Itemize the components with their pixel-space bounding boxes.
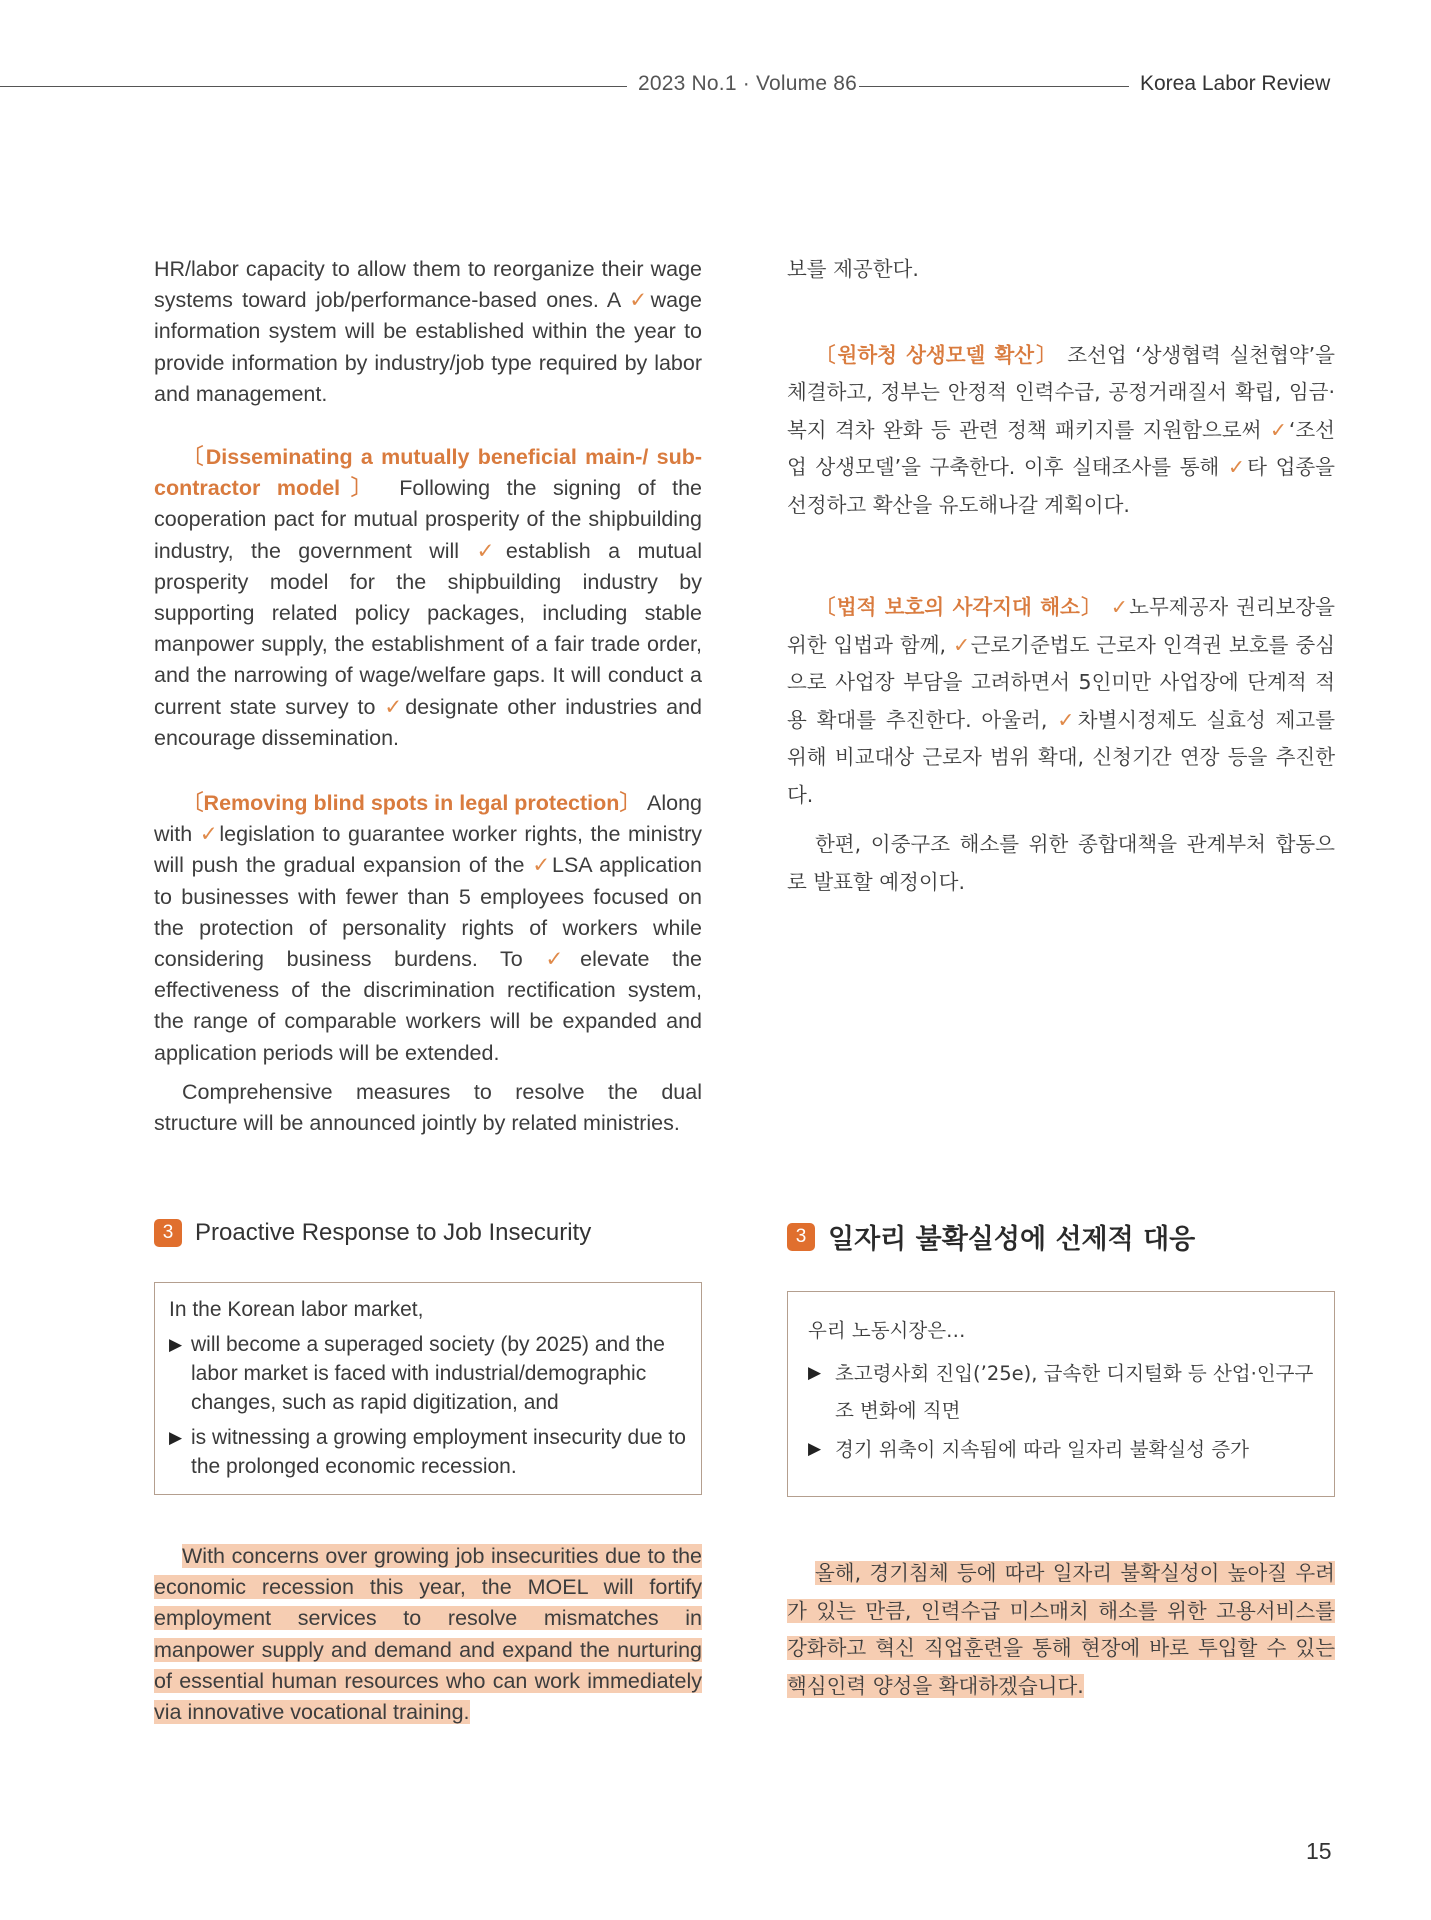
en-p2-heading: 〔Disseminating a mutually beneficial main-/ sub-contractor model〕: [154, 445, 702, 501]
ko-highlight-paragraph: [787, 1555, 1335, 1705]
en-p3-text-4: elevate the effectiveness of the discrimination rectification system, the range of comparable workers will be expanded and application periods will be extended.: [154, 947, 702, 1065]
en-p2-text-3: designate other industries and encourage dissemination.: [154, 694, 702, 750]
ko-paragraph-3: [787, 589, 1335, 814]
ko-bullet-2-text: 경기 위축이 지속됨에 따라 일자리 불확실성 증가: [835, 1438, 1249, 1461]
en-box-bullet-2: [169, 1423, 689, 1481]
en-p3-heading: 〔Removing blind spots in legal protection〕: [182, 791, 641, 816]
triangle-bullet-icon: ▶: [169, 1428, 183, 1447]
ko-box-bullet-2: [808, 1431, 1314, 1468]
check-mark-icon: ✓: [1057, 707, 1078, 732]
triangle-bullet-icon: ▶: [169, 1335, 183, 1354]
check-mark-icon: ✓: [545, 947, 581, 972]
en-p2-text-2: establish a mutual prosperity model for the shipbuilding industry by supporting related policy packages, including stable manpower supply, the establishment of a fair trade order, and the narrowing of wage/welfare gaps. It will conduct a current state survey to: [154, 538, 702, 719]
issue-label: 2023 No.1 · Volume 86: [638, 72, 858, 95]
check-mark-icon: ✓: [952, 632, 971, 657]
en-box-bullet-1: [169, 1330, 689, 1417]
en-highlight-text: With concerns over growing job insecurities due to the economic recession this year, the MOEL will fortify employment services to resolve mismatches in manpower supply and demand and expand the nurturing of essential human resources who can work immediately via innovative vocational training.: [154, 1544, 702, 1725]
en-paragraph-1: [154, 254, 702, 410]
ko-box-bullet-1: [808, 1355, 1314, 1429]
ko-p2-text: 조선업 ‘상생협력 실천협약’을 체결하고, 정부는 안정적 인력수급, 공정거래질서 확립, 임금·복지 격차 완화 등 관련 정책 패키지를 지원함으로써: [787, 342, 1335, 442]
ko-section-title: 일자리 불확실성에 선제적 대응: [828, 1224, 1196, 1255]
en-p2-text: Following the signing of the cooperation pact for mutual prosperity of the shipbuilding industry, the government will: [154, 476, 702, 563]
check-mark-icon: ✓: [629, 288, 651, 313]
korean-column: [787, 251, 1335, 901]
en-p3-text: Along with: [154, 791, 702, 847]
ko-box-intro: 우리 노동시장은…: [808, 1319, 966, 1342]
en-summary-box: [154, 1282, 702, 1495]
ko-p3-text-3: 근로기준법도 근로자 인격권 보호를 중심으로 사업장 부담을 고려하면서 5인미만 사업장에 단계적 적용 확대를 추진한다. 아울러,: [787, 632, 1335, 732]
en-highlight-paragraph: [154, 1541, 702, 1728]
en-section-title: Proactive Response to Job Insecurity: [195, 1219, 592, 1246]
triangle-bullet-icon: ▶: [808, 1439, 822, 1459]
en-box-intro: In the Korean labor market,: [169, 1298, 424, 1321]
en-section-heading: [154, 1219, 591, 1247]
section-number-badge: 3: [154, 1219, 182, 1247]
header-rule-left: [0, 86, 627, 87]
en-paragraph-3: [154, 788, 702, 1069]
en-paragraph-2: [154, 442, 702, 754]
check-mark-icon: ✓: [1227, 455, 1248, 479]
en-bullet-1-text: will become a superaged society (by 2025) and the labor market is faced with industrial/demographic changes, such as rapid digitization, and: [191, 1333, 665, 1414]
en-p1-text-2: wage information system will be established within the year to provide information by industry/job type required by labor and management.: [154, 288, 702, 406]
en-bullet-2-text: is witnessing a growing employment insecurity due to the prolonged economic recession.: [191, 1426, 686, 1478]
check-mark-icon: ✓: [199, 822, 220, 847]
ko-p3-space: [1103, 595, 1111, 619]
ko-paragraph-4: 한편, 이중구조 해소를 위한 종합대책을 관계부처 합동으로 발표할 예정이다.: [787, 832, 1335, 894]
check-mark-icon: ✓: [532, 853, 552, 878]
header-rule-middle: [859, 86, 1129, 87]
ko-paragraph-2: [787, 337, 1335, 525]
ko-p2-heading: 〔원하청 상생모델 확산〕: [815, 342, 1059, 367]
en-p3-text-3: LSA application to businesses with fewer than 5 employees focused on the protection of personality rights of workers while considering business burdens. To: [154, 853, 702, 972]
ko-summary-box: [787, 1291, 1335, 1497]
en-p1-text: HR/labor capacity to allow them to reorganize their wage systems toward job/performance-based ones. A: [154, 257, 702, 313]
en-paragraph-4: Comprehensive measures to resolve the dual structure will be announced jointly by related ministries.: [154, 1079, 702, 1136]
check-mark-icon: ✓: [1269, 417, 1289, 442]
ko-paragraph-1: 보를 제공한다.: [787, 257, 919, 281]
en-p3-text-2: legislation to guarantee worker rights, the ministry will push the gradual expansion of the: [154, 822, 702, 878]
ko-p3-text-2: 노무제공자 권리보장을 위한 입법과 함께,: [787, 595, 1335, 657]
triangle-bullet-icon: ▶: [808, 1363, 822, 1383]
ko-p2-text-3: 타 업종을 선정하고 확산을 유도해나갈 계획이다.: [787, 455, 1335, 517]
english-column: [154, 254, 702, 1139]
ko-highlight-text: 올해, 경기침체 등에 따라 일자리 불확실성이 높아질 우려가 있는 만큼, 인력수급 미스매치 해소를 위한 고용서비스를 강화하고 혁신 직업훈련을 통해 현장에 바로 투입할 수 있는 핵심인력 양성을 확대하겠습니다.: [787, 1561, 1335, 1698]
ko-p3-text-4: 차별시정제도 실효성 제고를 위해 비교대상 근로자 범위 확대, 신청기간 연장 등을 추진한다.: [787, 707, 1336, 807]
section-number-badge: 3: [787, 1223, 815, 1251]
ko-p3-heading: 〔법적 보호의 사각지대 해소〕: [815, 595, 1103, 619]
check-mark-icon: ✓: [1110, 595, 1130, 619]
check-mark-icon: ✓: [384, 694, 406, 719]
ko-bullet-1-text: 초고령사회 진입(’25e), 급속한 디지털화 등 산업·인구구조 변화에 직면: [835, 1362, 1314, 1422]
page-number: 15: [1306, 1838, 1332, 1864]
check-mark-icon: ✓: [476, 538, 506, 563]
ko-section-heading: [787, 1217, 1195, 1256]
ko-p2-text-2: ‘조선업 상생모델’을 구축한다. 이후 실태조사를 통해: [787, 417, 1335, 479]
journal-title: Korea Labor Review: [1140, 72, 1331, 95]
